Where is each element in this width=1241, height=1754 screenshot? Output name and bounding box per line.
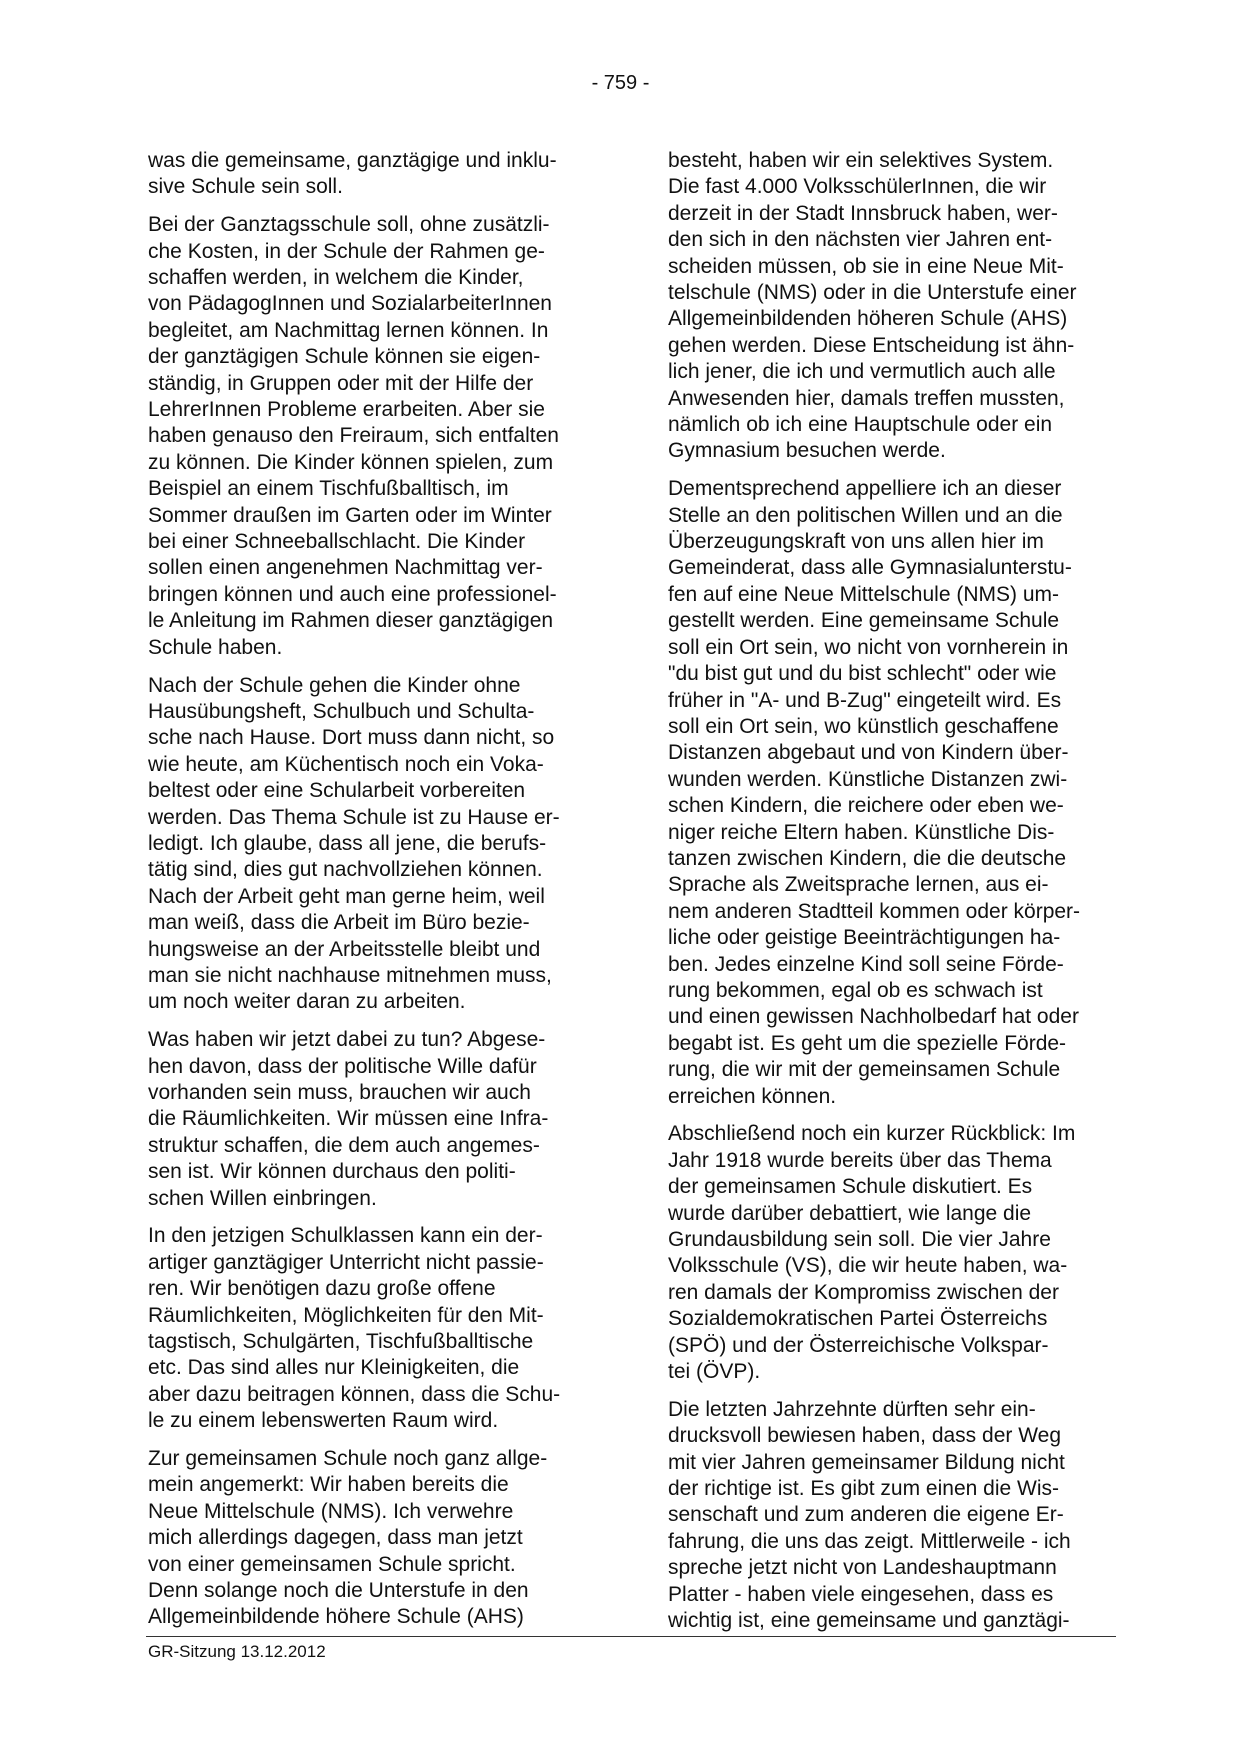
paragraph <box>668 476 1113 1110</box>
text-line: was die gemeinsame, ganztägige und inklu- <box>148 149 557 172</box>
text-line: Zur gemeinsamen Schule noch ganz allge- <box>148 1447 548 1471</box>
text-line: liche oder geistige Beeinträchtigungen ha- <box>668 926 1061 950</box>
text-line: ben. Jedes einzelne Kind soll seine Förde- <box>668 952 1064 976</box>
text-line: soll ein Ort sein, wo künstlich geschaffene <box>668 714 1059 738</box>
text-line: schen Kindern, die reichere oder eben we- <box>668 794 1064 818</box>
text-line: begabt ist. Es geht um die spezielle Förde- <box>668 1031 1067 1055</box>
text-line: von PädagogInnen und SozialarbeiterInnen <box>148 292 552 316</box>
footer-session-date: GR-Sitzung 13.12.2012 <box>148 1642 326 1661</box>
text-line: ren. Wir benötigen dazu große offene <box>148 1277 496 1301</box>
text-line: niger reiche Eltern haben. Künstliche Dis- <box>668 820 1055 844</box>
text-line: Dementsprechend appelliere ich an dieser <box>668 477 1062 501</box>
text-line: schaffen werden, in welchem die Kinder, <box>148 266 524 290</box>
text-line: In den jetzigen Schulklassen kann ein der- <box>148 1224 543 1248</box>
text-line: die Räumlichkeiten. Wir müssen eine Infra- <box>148 1107 549 1131</box>
paragraph <box>148 212 593 661</box>
text-line: Platter - haben viele eingesehen, dass es <box>668 1582 1054 1606</box>
text-line: fen auf eine Neue Mittelschule (NMS) um- <box>668 582 1059 606</box>
text-line: den sich in den nächsten vier Jahren ent- <box>668 228 1053 252</box>
text-line: mein angemerkt: Wir haben bereits die <box>148 1473 509 1497</box>
text-line: Denn solange noch die Unterstufe in den <box>148 1579 529 1603</box>
text-line: Stelle an den politischen Willen und an die <box>668 503 1063 527</box>
footer-divider <box>146 1636 1116 1637</box>
text-line: le zu einem lebenswerten Raum wird. <box>148 1409 499 1433</box>
text-line: der gemeinsamen Schule diskutiert. Es <box>668 1175 1033 1199</box>
text-line: "du bist gut und du bist schlecht" oder wie <box>668 662 1057 686</box>
text-line: spreche jetzt nicht von Landeshauptmann <box>668 1556 1057 1580</box>
text-line: senschaft und zum anderen die eigene Er- <box>668 1503 1064 1527</box>
text-line: Sozialdemokratischen Partei Österreichs <box>668 1307 1048 1331</box>
text-line: haben genauso den Freiraum, sich entfalten <box>148 424 559 448</box>
paragraph <box>148 1223 593 1434</box>
text-line: Nach der Schule gehen die Kinder ohne <box>148 673 521 697</box>
text-line: che Kosten, in der Schule der Rahmen ge- <box>148 239 545 263</box>
text-line: derzeit in der Stadt Innsbruck haben, wer- <box>668 201 1058 225</box>
text-line: Beispiel an einem Tischfußballtisch, im <box>148 477 509 501</box>
text-line: tätig sind, dies gut nachvollziehen können. <box>148 858 543 882</box>
text-line: sive Schule sein soll. <box>148 175 343 199</box>
text-line: Räumlichkeiten, Möglichkeiten für den Mit- <box>148 1303 544 1327</box>
text-line: Bei der Ganztagsschule soll, ohne zusätzli- <box>148 213 550 237</box>
text-line: Nach der Arbeit geht man gerne heim, weil <box>148 884 545 908</box>
text-line: wichtig ist, eine gemeinsame und ganztägi- <box>668 1609 1070 1633</box>
text-line: bei einer Schneeballschlacht. Die Kinder <box>148 530 526 554</box>
text-line: von einer gemeinsamen Schule spricht. <box>148 1552 516 1576</box>
text-line: begleitet, am Nachmittag lernen können. In <box>148 318 549 342</box>
text-line: Gemeinderat, dass alle Gymnasialunterstu- <box>668 556 1072 580</box>
text-line: aber dazu beitragen können, dass die Schu- <box>148 1382 561 1406</box>
text-line: erreichen können. <box>668 1084 837 1108</box>
text-line: sen ist. Wir können durchaus den politi- <box>148 1160 516 1184</box>
text-line: Überzeugungskraft von uns allen hier im <box>668 530 1044 554</box>
text-line: struktur schaffen, die dem auch angemes- <box>148 1133 540 1157</box>
text-line: Sprache als Zweitsprache lernen, aus ei- <box>668 873 1049 897</box>
text-line: scheiden müssen, ob sie in eine Neue Mit- <box>668 254 1064 278</box>
text-line: Allgemeinbildende höhere Schule (AHS) <box>148 1605 524 1629</box>
text-line: Abschließend noch ein kurzer Rückblick: Im <box>668 1122 1076 1146</box>
paragraph <box>148 673 593 1016</box>
text-line: nem anderen Stadtteil kommen oder körper- <box>668 899 1081 923</box>
paragraph <box>668 1121 1113 1385</box>
text-line: Die fast 4.000 VolksschülerInnen, die wir <box>668 175 1047 199</box>
text-line: Distanzen abgebaut und von Kindern über- <box>668 741 1069 765</box>
text-line: beltest oder eine Schularbeit vorbereiten <box>148 779 526 803</box>
text-line: tagstisch, Schulgärten, Tischfußballtische <box>148 1330 534 1354</box>
text-line: hen davon, dass der politische Wille dafür <box>148 1054 537 1078</box>
paragraph <box>148 1446 593 1631</box>
text-line: besteht, haben wir ein selektives System. <box>668 149 1054 172</box>
text-line: Allgemeinbildenden höheren Schule (AHS) <box>668 307 1068 331</box>
text-line: gehen werden. Diese Entscheidung ist ähn- <box>668 333 1075 357</box>
text-line: wurde darüber debattiert, wie lange die <box>668 1201 1032 1225</box>
text-line: nämlich ob ich eine Hauptschule oder ein <box>668 413 1053 437</box>
text-line: soll ein Ort sein, wo nicht von vornherein in <box>668 635 1069 659</box>
text-line: Die letzten Jahrzehnte dürften sehr ein- <box>668 1397 1036 1421</box>
text-line: ledigt. Ich glaube, dass all jene, die berufs- <box>148 831 547 855</box>
text-line: der richtige ist. Es gibt zum einen die Wis- <box>668 1477 1059 1501</box>
text-line: der ganztägigen Schule können sie eigen- <box>148 345 541 369</box>
text-line: ständig, in Gruppen oder mit der Hilfe der <box>148 371 534 395</box>
text-line: Anwesenden hier, damals treffen mussten, <box>668 386 1065 410</box>
text-line: um noch weiter daran zu arbeiten. <box>148 990 466 1014</box>
paragraph <box>148 1027 593 1212</box>
text-line: mit vier Jahren gemeinsamer Bildung nicht <box>668 1450 1065 1474</box>
text-line: vorhanden sein muss, brauchen wir auch <box>148 1080 531 1104</box>
text-line: rung bekommen, egal ob es schwach ist <box>668 978 1043 1002</box>
text-line: sche nach Hause. Dort muss dann nicht, so <box>148 726 555 750</box>
text-line: Schule haben. <box>148 635 283 659</box>
text-line: fahrung, die uns das zeigt. Mittlerweile - ich <box>668 1529 1071 1553</box>
text-line: früher in "A- und B-Zug" eingeteilt wird. Es <box>668 688 1062 712</box>
text-line: mich allerdings dagegen, dass man jetzt <box>148 1526 523 1550</box>
text-line: und einen gewissen Nachholbedarf hat oder <box>668 1005 1079 1029</box>
text-line: wie heute, am Küchentisch noch ein Voka- <box>148 752 544 776</box>
text-line: man weiß, dass die Arbeit im Büro bezie- <box>148 911 530 935</box>
text-line: tanzen zwischen Kindern, die die deutsche <box>668 846 1067 870</box>
text-line: rung, die wir mit der gemeinsamen Schule <box>668 1058 1061 1082</box>
text-line: bringen können und auch eine professionel- <box>148 582 557 606</box>
text-line: ren damals der Kompromiss zwischen der <box>668 1280 1059 1304</box>
text-line: gestellt werden. Eine gemeinsame Schule <box>668 609 1060 633</box>
paragraph <box>148 148 593 201</box>
text-line: Grundausbildung sein soll. Die vier Jahre <box>668 1228 1051 1252</box>
text-line: tei (ÖVP). <box>668 1360 761 1384</box>
text-line: etc. Das sind alles nur Kleinigkeiten, die <box>148 1356 520 1380</box>
text-line: Gymnasium besuchen werde. <box>668 439 946 463</box>
text-line: Sommer draußen im Garten oder im Winter <box>148 503 552 527</box>
text-line: zu können. Die Kinder können spielen, zum <box>148 450 554 474</box>
paragraph <box>668 1397 1113 1635</box>
text-line: le Anleitung im Rahmen dieser ganztägigen <box>148 609 554 633</box>
text-line: schen Willen einbringen. <box>148 1186 377 1210</box>
page-number: - 759 - <box>591 72 650 94</box>
text-line: man sie nicht nachhause mitnehmen muss, <box>148 963 552 987</box>
text-line: drucksvoll bewiesen haben, dass der Weg <box>668 1424 1062 1448</box>
text-line: werden. Das Thema Schule ist zu Hause er- <box>148 805 560 829</box>
text-line: sollen einen angenehmen Nachmittag ver- <box>148 556 543 580</box>
text-line: hungsweise an der Arbeitsstelle bleibt und <box>148 937 541 961</box>
right-column <box>668 148 1113 1646</box>
text-line: Hausübungsheft, Schulbuch und Schulta- <box>148 699 535 723</box>
paragraph <box>668 148 1113 465</box>
text-line: Was haben wir jetzt dabei zu tun? Abgese- <box>148 1028 546 1052</box>
text-line: lich jener, die ich und vermutlich auch alle <box>668 360 1056 384</box>
left-column <box>148 148 593 1642</box>
text-line: telschule (NMS) oder in die Unterstufe einer <box>668 281 1077 305</box>
text-line: Volksschule (VS), die wir heute haben, wa- <box>668 1254 1068 1278</box>
text-line: Jahr 1918 wurde bereits über das Thema <box>668 1148 1052 1172</box>
text-line: artiger ganztägiger Unterricht nicht passie- <box>148 1250 544 1274</box>
text-line: wunden werden. Künstliche Distanzen zwi- <box>668 767 1068 791</box>
text-line: LehrerInnen Probleme erarbeiten. Aber sie <box>148 398 545 422</box>
text-line: (SPÖ) und der Österreichische Volkspar- <box>668 1333 1049 1357</box>
text-line: Neue Mittelschule (NMS). Ich verwehre <box>148 1499 514 1523</box>
